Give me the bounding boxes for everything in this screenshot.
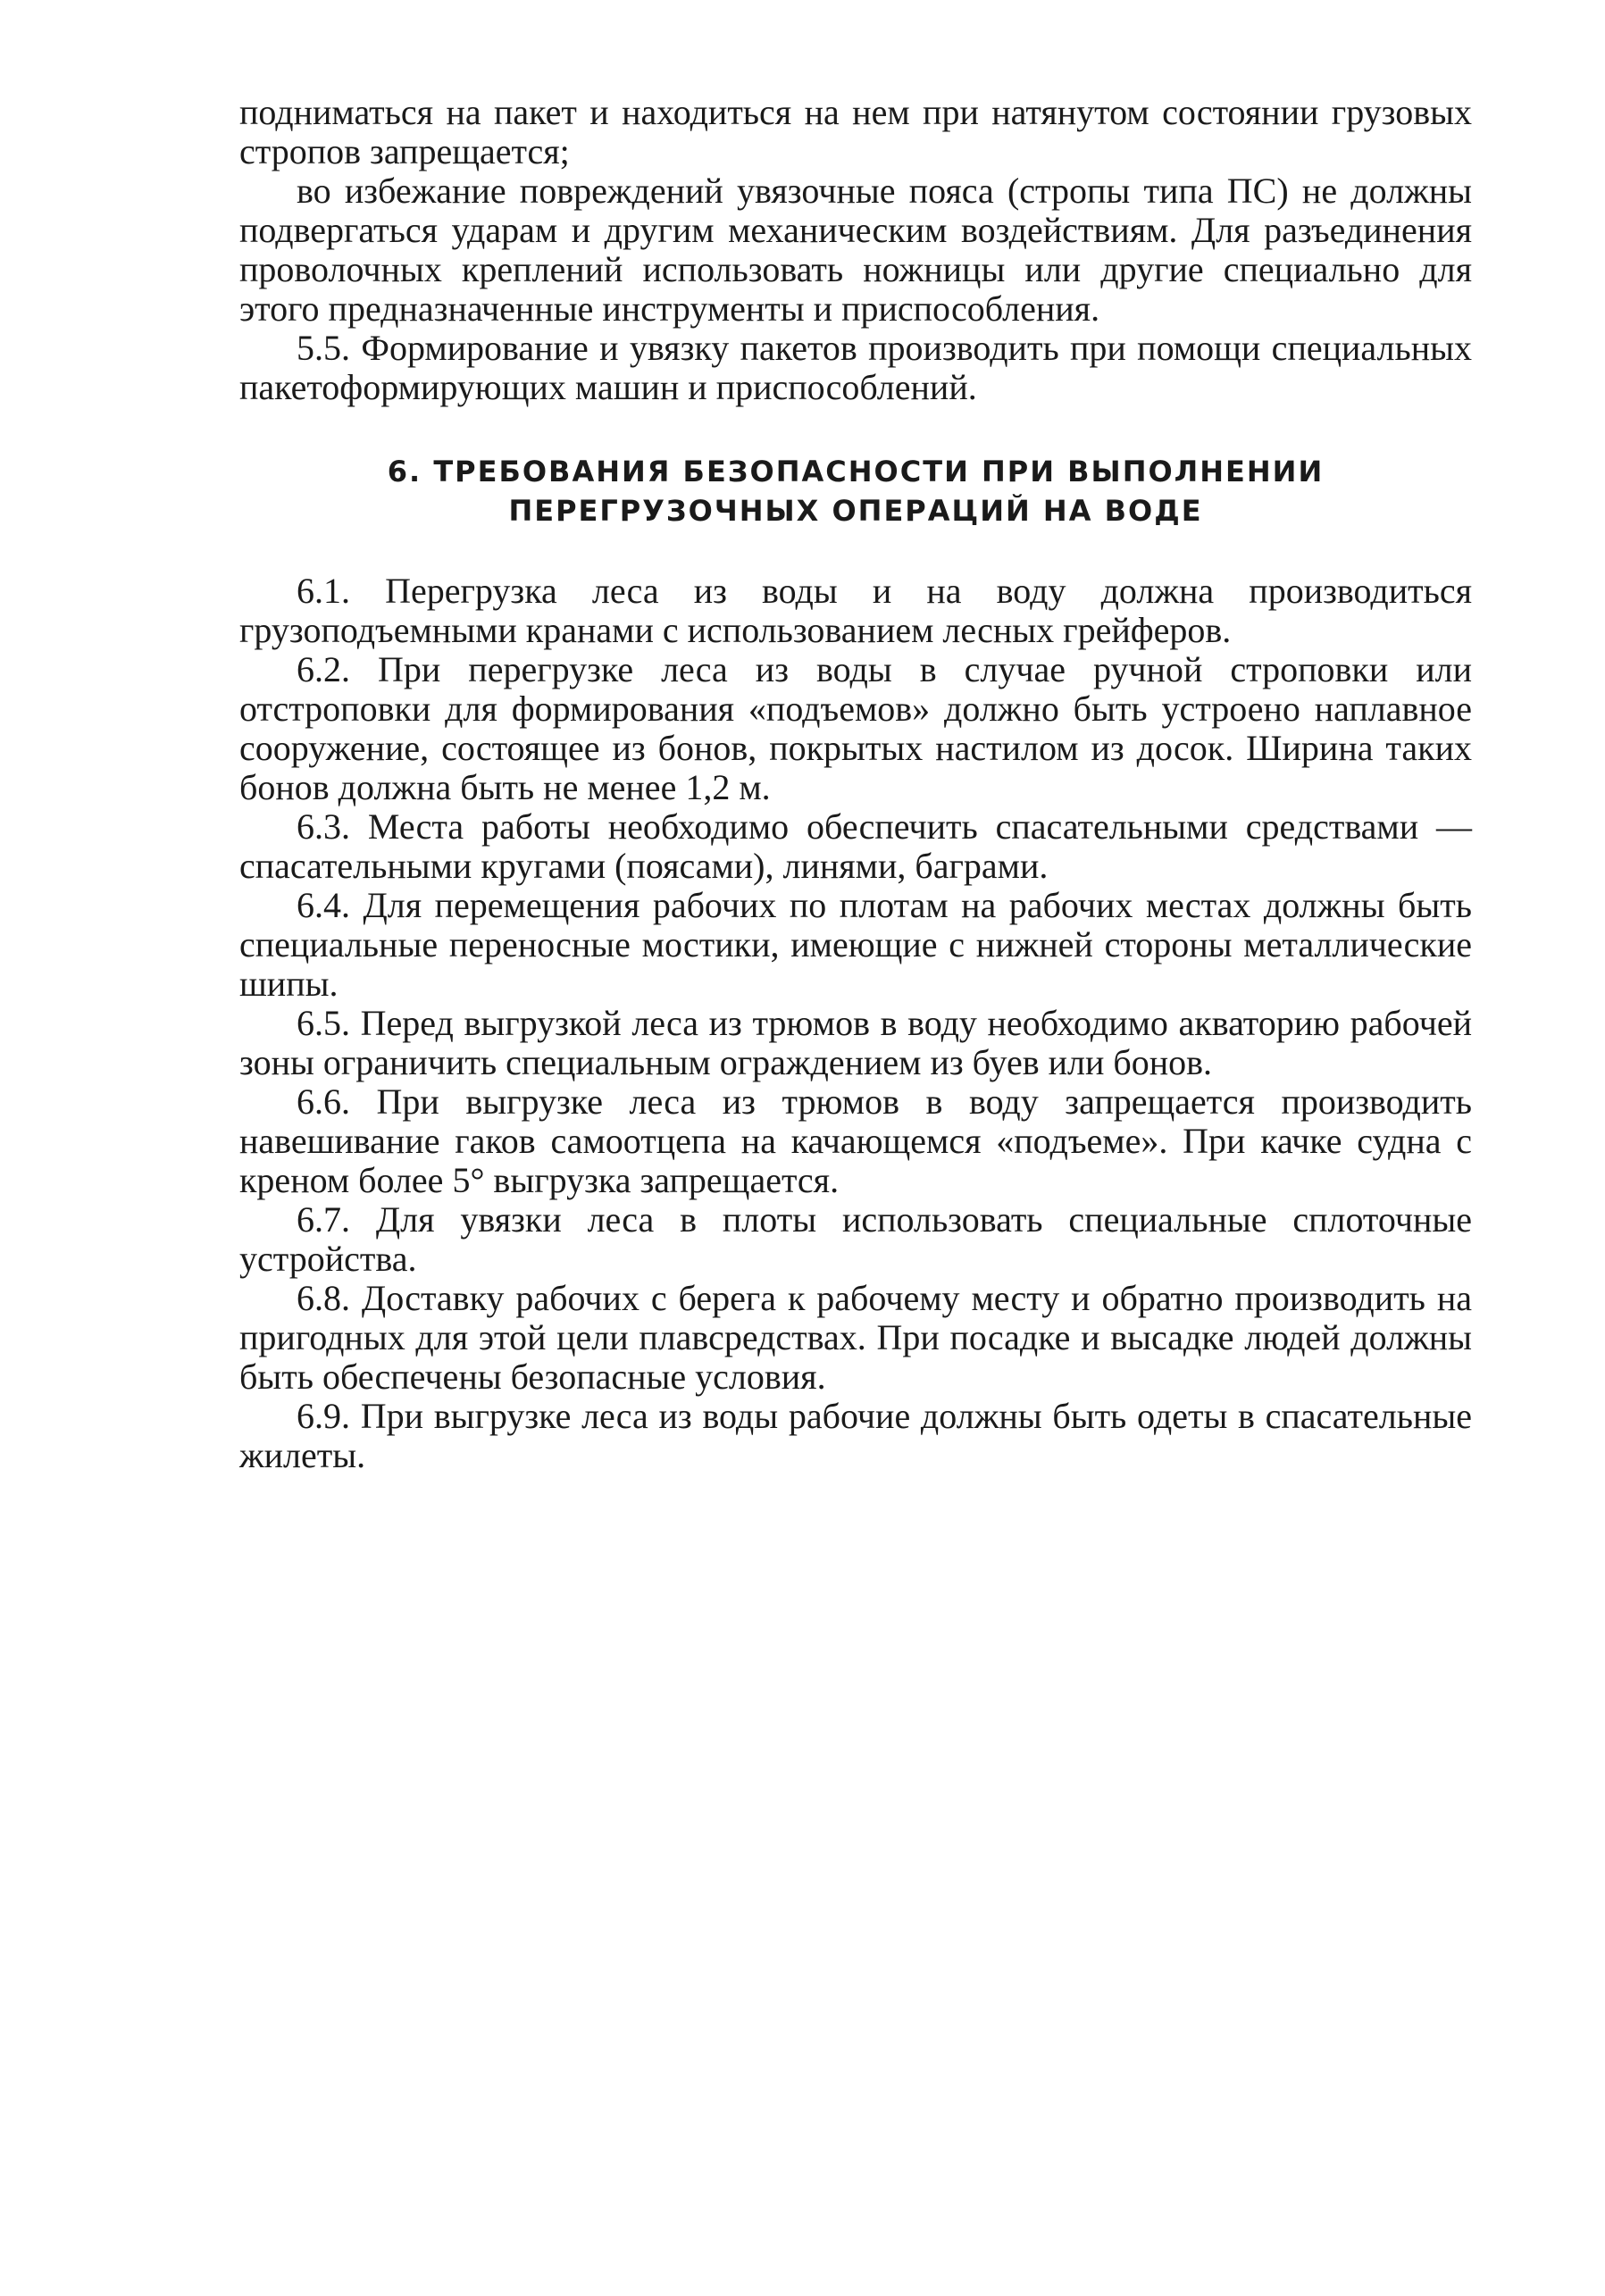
paragraph-continuation: подниматься на пакет и находиться на нем при натянутом состоянии грузовых стропов запрещается;	[239, 92, 1472, 171]
item-6-3: 6.3. Места работы необходимо обеспечить спасательными средствами — спасательными кругами (поясами), линями, баграми.	[239, 806, 1472, 886]
item-6-1: 6.1. Перегрузка леса из воды и на воду должна производиться грузоподъемными кранами с использованием лесных грейферов.	[239, 571, 1472, 650]
item-6-8: 6.8. Доставку рабочих с берега к рабочему месту и обратно производить на пригодных для этой цели плавсредствах. При посадке и высадке людей должны быть обеспечены безопасные условия.	[239, 1278, 1472, 1397]
item-6-9: 6.9. При выгрузке леса из воды рабочие должны быть одеты в спасательные жилеты.	[239, 1396, 1472, 1475]
item-6-2: 6.2. При перегрузке леса из воды в случае ручной строповки или отстроповки для формирования «подъемов» должно быть устроено наплавное сооружение, состоящее из бонов, покрытых настилом из досок. Ширина таких бонов должна быть не менее 1,2 м.	[239, 649, 1472, 807]
item-6-4: 6.4. Для перемещения рабочих по плотам на рабочих местах должны быть специальные переносные мостики, имеющие с нижней стороны металлические шипы.	[239, 885, 1472, 1004]
item-6-5: 6.5. Перед выгрузкой леса из трюмов в воду необходимо акваторию рабочей зоны ограничить специальным ограждением из буев или бонов.	[239, 1003, 1472, 1082]
item-5-5: 5.5. Формирование и увязку пакетов производить при помощи специальных пакетоформирующих машин и приспособлений.	[239, 328, 1472, 407]
document-body	[239, 93, 1472, 1475]
section-6-title	[239, 452, 1472, 530]
item-6-7: 6.7. Для увязки леса в плоты использовать специальные сплоточные устройства.	[239, 1199, 1472, 1279]
paragraph-belts: во избежание повреждений увязочные пояса (стропы типа ПС) не должны подвергаться ударам и другим механическим воздействиям. Для разъединения проволочных креплений использовать ножницы или другие специально для этого предназначенные инструменты и приспособления.	[239, 171, 1472, 329]
section-6-title-line2: ПЕРЕГРУЗОЧНЫХ ОПЕРАЦИЙ НА ВОДЕ	[508, 494, 1203, 528]
item-6-6: 6.6. При выгрузке леса из трюмов в воду запрещается производить навешивание гаков самоотцепа на качающемся «подъеме». При качке судна с креном более 5° выгрузка запрещается.	[239, 1081, 1472, 1200]
section-6-title-line1: 6. ТРЕБОВАНИЯ БЕЗОПАСНОСТИ ПРИ ВЫПОЛНЕНИИ	[387, 455, 1325, 488]
